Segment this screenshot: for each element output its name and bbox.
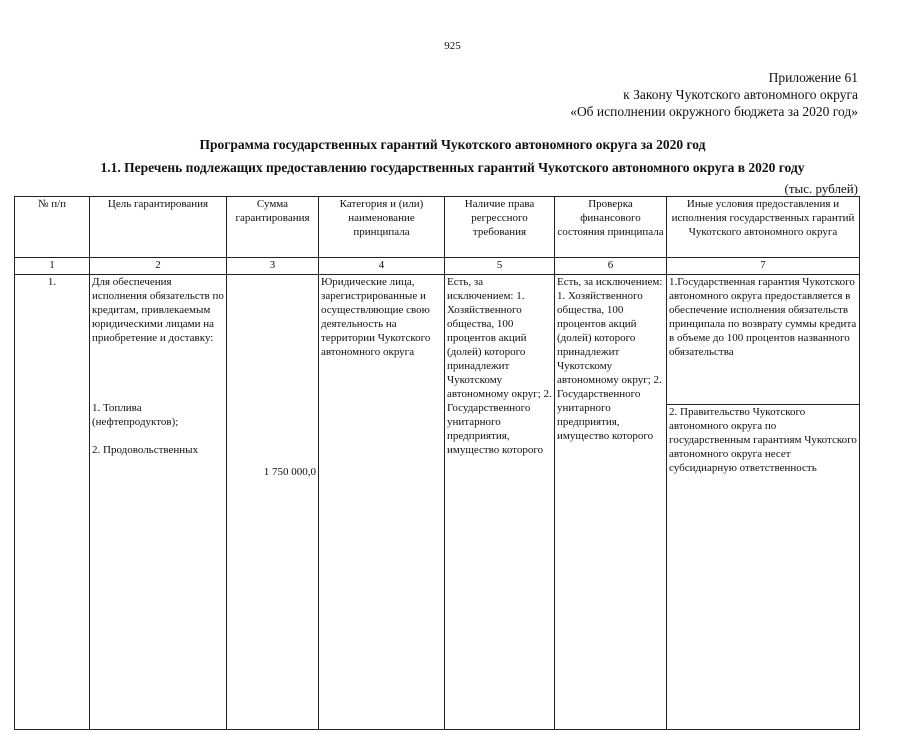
page-number: 925 xyxy=(444,40,461,52)
row-regress: Есть, за исключением: 1. Хозяйственного общества, 100 процентов акций (долей) которого принадлежит Чукотскому автономному округ; 2. Государственного унитарного предприятия, имущество которого xyxy=(445,275,555,730)
goal-item-fuel: 1. Топлива (нефтепродуктов); xyxy=(92,402,179,428)
row-sum: 1 750 000,0 xyxy=(227,275,319,730)
appendix-line-2: к Закону Чукотского автономного округа xyxy=(623,87,858,102)
header-goal: Цель гарантирования xyxy=(90,197,227,258)
unit-label: (тыс. рублей) xyxy=(784,181,858,196)
row-check: Есть, за исключением: 1. Хозяйственного общества, 100 процентов акций (долей) которого принадлежит Чукотскому автономному округ; 2. Государственного унитарного предприятия, имущество которого xyxy=(555,275,667,730)
list-title: 1.1. Перечень подлежащих предоставлению государственных гарантий Чукотского автономного округа в 2020 году xyxy=(100,160,805,175)
col-num-4: 4 xyxy=(319,258,445,275)
other-condition-2: 2. Правительство Чукотского автономного округа по государственным гарантиям Чукотского автономного округа несет субсидиарную ответственность xyxy=(669,406,857,474)
other-condition-1: 1.Государственная гарантия Чукотского автономного округа предоставляется в обеспечение исполнения обязательств принципала по возврату суммы кредита в объеме до 100 процентов названного обязательства xyxy=(667,275,859,405)
goal-item-food: 2. Продовольственных xyxy=(92,444,199,456)
appendix-line-1: Приложение 61 xyxy=(768,70,858,85)
row-other xyxy=(667,275,860,730)
appendix-line-3: «Об исполнении окружного бюджета за 2020 год» xyxy=(570,104,858,119)
header-sum: Сумма гарантирования xyxy=(227,197,319,258)
header-other: Иные условия предоставления и исполнения государственных гарантий Чукотского автономного округа xyxy=(667,197,860,258)
col-num-2: 2 xyxy=(90,258,227,275)
col-num-5: 5 xyxy=(445,258,555,275)
column-number-row xyxy=(15,258,860,275)
table-header-row xyxy=(15,197,860,258)
program-title: Программа государственных гарантий Чукотского автономного округа за 2020 год xyxy=(199,137,706,152)
goal-text: Для обеспечения исполнения обязательств по кредитам, привлекаемым юридическими лицами на приобретение и доставку: xyxy=(92,276,224,344)
header-regress: Наличие права регрессного требования xyxy=(445,197,555,258)
col-num-1: 1 xyxy=(15,258,90,275)
header-num: № п/п xyxy=(15,197,90,258)
appendix-note xyxy=(570,69,858,120)
col-num-3: 3 xyxy=(227,258,319,275)
col-num-7: 7 xyxy=(667,258,860,275)
guarantees-table xyxy=(14,196,860,730)
header-category: Категория и (или) наименование принципала xyxy=(319,197,445,258)
row-goal xyxy=(90,275,227,730)
row-num: 1. xyxy=(15,275,90,730)
table-row xyxy=(15,275,860,730)
row-category: Юридические лица, зарегистрированные и осуществляющие свою деятельность на территории Чукотского автономного округа xyxy=(319,275,445,730)
header-check: Проверка финансового состояния принципала xyxy=(555,197,667,258)
col-num-6: 6 xyxy=(555,258,667,275)
